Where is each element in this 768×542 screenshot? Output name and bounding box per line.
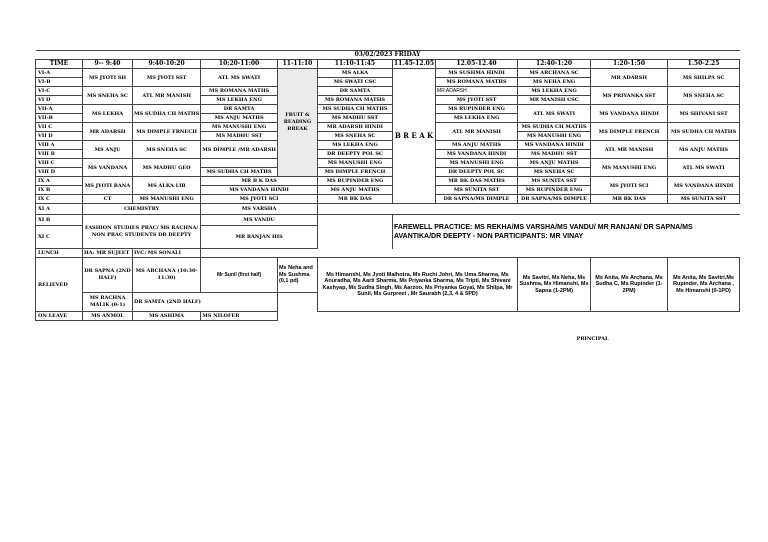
- cell: MS ANJU MATHS: [317, 186, 392, 195]
- relieved-cell: Ms Neha and Ms Sushma (0,1 pd): [277, 258, 317, 293]
- cell: MS ALKA: [317, 69, 392, 78]
- cell: MS SHILPA SC: [668, 69, 740, 87]
- relieved-cell: Ms Anita, Ms Archana, Ms Sudha C, Ms Rupinder (1-2PM): [591, 258, 668, 312]
- cell: ATL MR MANISH: [436, 123, 518, 141]
- relieved-cell: Ms Anita, Ms Savitri,Ms Rupinder, Ms Archana , Ms Himanshi (0-1PD): [668, 258, 740, 312]
- cell: DR SAPNA/MS DIMPLE: [436, 195, 518, 204]
- relieved-cell: Mr Sunil (first half): [201, 258, 278, 293]
- class-label: VII C: [36, 123, 83, 132]
- cell: DR SAMTA: [317, 87, 392, 96]
- empty-cell: [317, 215, 392, 226]
- cell: MS VANDANA HINDI: [518, 141, 591, 150]
- date-title: 03/02/2023 FRIDAY: [36, 51, 740, 60]
- class-label: ON LEAVE: [36, 312, 83, 321]
- cell: MS MADHU SST: [317, 114, 392, 123]
- cell: FASHION STUDIES PRAC/ MS RACHNA/ NON PRAC STUDENTS DR DEEPTY: [83, 215, 201, 249]
- cell: MS ROMANA MATHS: [436, 78, 518, 87]
- cell: MS SNEHA SC: [518, 168, 591, 177]
- cell: MS LEKHA ENG: [436, 114, 518, 123]
- cell: MR BK DAS: [591, 195, 668, 204]
- cell: MS JYOTI SST: [133, 69, 201, 87]
- cell: MS SNEHA SC: [83, 87, 133, 105]
- class-label: VI-B: [36, 78, 83, 87]
- cell: MS JYOTI SCI: [591, 177, 668, 195]
- relieved-cell: DR SAPNA (2ND HALF): [83, 258, 133, 293]
- cell: MS SHIVANI SST: [668, 105, 740, 123]
- header-period-4: 11:10-11:45: [317, 60, 392, 69]
- empty-cell: [277, 312, 739, 321]
- cell: MS VANDANA HINDI: [591, 105, 668, 123]
- cell: MS MADHU SST: [518, 150, 591, 159]
- cell: MS VANDANA: [83, 159, 133, 177]
- cell: HA: MR SUJEET: [83, 249, 133, 258]
- cell: MS DIMPLE /MR ADARSH: [201, 141, 278, 159]
- cell: MS DIMPLE FRENCH: [317, 168, 392, 177]
- cell: MS SUDHA CH MATHS: [518, 123, 591, 132]
- cell: MS ANJU MATHS: [518, 159, 591, 168]
- cell: ATL MS SWATI: [668, 159, 740, 177]
- class-label: VII-B: [36, 114, 83, 123]
- principal-signature: PRINCIPAL: [576, 336, 609, 342]
- cell: MS ANJU MATHS: [668, 141, 740, 159]
- cell: MS LEKHA ENG: [317, 141, 392, 150]
- cell: ATL MR MANISH: [133, 87, 201, 105]
- cell: MR ADARSH: [83, 123, 133, 141]
- relieved-cell: Ms Himanshi, Ms Jyoti Malhotra, Ms Ruchi Johri, Ms Uma Sharma, Ms Anuradha, Ms Aarti Sharma, Ms Priyanka Sharma, Ms Tripti, Ms Shivani Kashyap, Ms Sudha Singh, Ms Aarzoo, Ms Priyanka Goyal, Ms Shilpa, Mr Sunil, Ms Gurpreet , Mr Saurabh (2,3, 4 & 5PD): [317, 258, 517, 312]
- cell: MS ANJU MATHS: [201, 114, 278, 123]
- cell: MS ALKA LIB: [133, 177, 201, 195]
- cell: MS ANJU: [83, 141, 133, 159]
- cell: MS SNEHA SC: [133, 141, 201, 159]
- empty-cell: [317, 226, 392, 249]
- header-period-1: 9-- 9:40: [83, 60, 133, 69]
- empty-cell: [201, 159, 278, 168]
- header-row: [36, 60, 740, 69]
- empty-cell: [317, 204, 392, 215]
- cell: MS SUNITA SST: [518, 177, 591, 186]
- cell: MS ARCHANA SC: [518, 69, 591, 78]
- class-label: IX C: [36, 195, 83, 204]
- class-label: VI-C: [36, 87, 83, 96]
- cell: MR ADARSH: [436, 87, 518, 96]
- cell: MS JYOTI SCI: [201, 195, 318, 204]
- cell: MS MANUSHI ENG: [133, 195, 201, 204]
- header-time: TIME: [36, 60, 83, 69]
- cell: MS PRIYANKA SST: [591, 87, 668, 105]
- cell: MS MADHU GEO: [133, 159, 201, 177]
- empty-cell: [277, 249, 739, 258]
- cell: ATL MS SWATI: [201, 69, 278, 87]
- cell: MS SUDHA CH MATHS: [201, 168, 278, 177]
- cell: MR RANJAN HIS: [201, 226, 318, 249]
- cell: MS MANUSHI ENG: [201, 123, 278, 132]
- relieved-cell: Ms Savitri, Ms Neha, Ms Sushma, Ms Himanshi, Ms Sapna (1-2PM): [518, 258, 591, 312]
- fruit-break-cell: FRUIT & READING BREAK: [277, 69, 317, 177]
- cell: MS MANUSHI ENG: [518, 132, 591, 141]
- class-label: LUNCH: [36, 249, 83, 258]
- cell: MR BK DAS MATHS: [436, 177, 518, 186]
- empty-cell: [201, 249, 278, 258]
- cell: MS ROMANA MATHS: [201, 87, 278, 96]
- cell: DR SAPNA/MS DIMPLE: [518, 195, 591, 204]
- cell: MS LEKHA ENG: [201, 96, 278, 105]
- cell: MS VARSHA: [201, 204, 318, 215]
- cell: MR BK DAS: [317, 195, 392, 204]
- cell: MR ADARSH HINDI: [317, 123, 392, 132]
- cell: CHEMISTRY: [83, 204, 201, 215]
- class-label: RELIEVED: [36, 258, 83, 312]
- cell: MS SNEHA SC: [668, 87, 740, 105]
- header-period-8: 1:20-1:50: [591, 60, 668, 69]
- cell: MS VANDANA HINDI: [201, 186, 318, 195]
- cell: MS NEHA ENG: [518, 78, 591, 87]
- cell: MS ROMANA MATHS: [317, 96, 392, 105]
- class-label: XI A: [36, 204, 83, 215]
- cell: MS RUPINDER ENG: [518, 186, 591, 195]
- cell: MS SUNITA SST: [668, 195, 740, 204]
- cell: MS MANUSHI ENG: [436, 159, 518, 168]
- lunch-break-cell: B R E A K: [392, 69, 435, 204]
- cell: IVC: MS SONALI: [133, 249, 201, 258]
- class-label: VII-A: [36, 105, 83, 114]
- cell: MR MANISH CSC: [518, 96, 591, 105]
- timetable: [35, 50, 740, 343]
- cell: MS RUPINDER ENG: [436, 105, 518, 114]
- cell: MS VANDU: [201, 215, 318, 226]
- cell: MS VANDANA HINDI: [668, 177, 740, 195]
- header-break-1: 11-11:10: [277, 60, 317, 69]
- leave-cell: MS ASHIMA: [133, 312, 201, 321]
- cell: MS SUDHA CH MATHS: [133, 105, 201, 123]
- class-label: IX A: [36, 177, 83, 186]
- spacer: [36, 321, 740, 336]
- header-period-6: 12.05-12.40: [436, 60, 518, 69]
- cell: MS LEKHA: [83, 105, 133, 123]
- cell: MS SUNITA SST: [436, 186, 518, 195]
- cell: MS MADHU SST: [201, 132, 278, 141]
- relieved-cell: MS ARCHANA (10:30-11:30): [133, 258, 201, 293]
- cell: ATL MR MANISH: [591, 141, 668, 159]
- header-period-7: 12:40-1:20: [518, 60, 591, 69]
- header-period-9: 1.50-2.25: [668, 60, 740, 69]
- cell: DR DEEPTY POL SC: [436, 168, 518, 177]
- cell: MS ANJU MATHS: [436, 141, 518, 150]
- cell: MS SUSHMA HINDI: [436, 69, 518, 78]
- relieved-cell: DR SAMTA (2ND HALF): [133, 293, 278, 312]
- class-label: XI B: [36, 215, 83, 226]
- cell: MS VANDANA HINDI: [436, 150, 518, 159]
- header-period-2: 9:40-10:20: [133, 60, 201, 69]
- class-label: IX B: [36, 186, 83, 195]
- cell: MS SUDHA CH MATHS: [317, 105, 392, 114]
- class-label: XI C: [36, 226, 83, 249]
- class-label: VII D: [36, 132, 83, 141]
- cell: MS JYOTI RANA: [83, 177, 133, 195]
- class-label: VI D: [36, 96, 83, 105]
- cell: MS SNEHA SC: [317, 132, 392, 141]
- empty-cell: [392, 204, 667, 215]
- spacer: [668, 335, 740, 343]
- class-label: VI-A: [36, 69, 83, 78]
- cell: MS MANUSHI ENG: [591, 159, 668, 177]
- cell: MS RUPINDER ENG: [317, 177, 392, 186]
- cell: MS JYOTI SST: [436, 96, 518, 105]
- relieved-cell: MS RACHNA MALIK (0-1): [83, 293, 133, 312]
- cell: ATL MS SWATI: [518, 105, 591, 123]
- cell: MS MANUSHI ENG: [317, 159, 392, 168]
- class-label: VIII B: [36, 150, 83, 159]
- cell: MS DIMPLE FRNECH: [133, 123, 201, 141]
- header-break-2: 11.45-12.05: [393, 60, 435, 67]
- cell: MS SUDHA CH MATHS: [668, 123, 740, 141]
- cell: DR DEEPTY POL SC: [317, 150, 392, 159]
- cell: MR ADARSH: [591, 69, 668, 87]
- cell: DR SAMTA: [201, 105, 278, 114]
- cell: MS SWATI CSC: [317, 78, 392, 87]
- class-label: VIII D: [36, 168, 83, 177]
- cell: MS LEKHA ENG: [518, 87, 591, 96]
- farewell-note: FAREWELL PRACTICE: MS REKHA/MS VARSHA/MS VANDU/ MR RANJAN/ DR SAPNA/MS AVANTIKA/DR DEEPTY - NON PARTICIPANTS: MR VINAY: [392, 215, 739, 249]
- leave-cell: MS ANMOL: [83, 312, 133, 321]
- spacer: [36, 335, 518, 343]
- cell: MS JYOTI SH: [83, 69, 133, 87]
- class-label: VIII A: [36, 141, 83, 150]
- cell: MR B K DAS: [201, 177, 318, 186]
- cell: MS DIMPLE FRENCH: [591, 123, 668, 141]
- leave-cell: MS NILOFER: [201, 312, 278, 321]
- class-label: VIII C: [36, 159, 83, 168]
- empty-cell: [277, 293, 317, 312]
- header-period-3: 10:20-11:00: [201, 60, 278, 69]
- cell: CT: [83, 195, 133, 204]
